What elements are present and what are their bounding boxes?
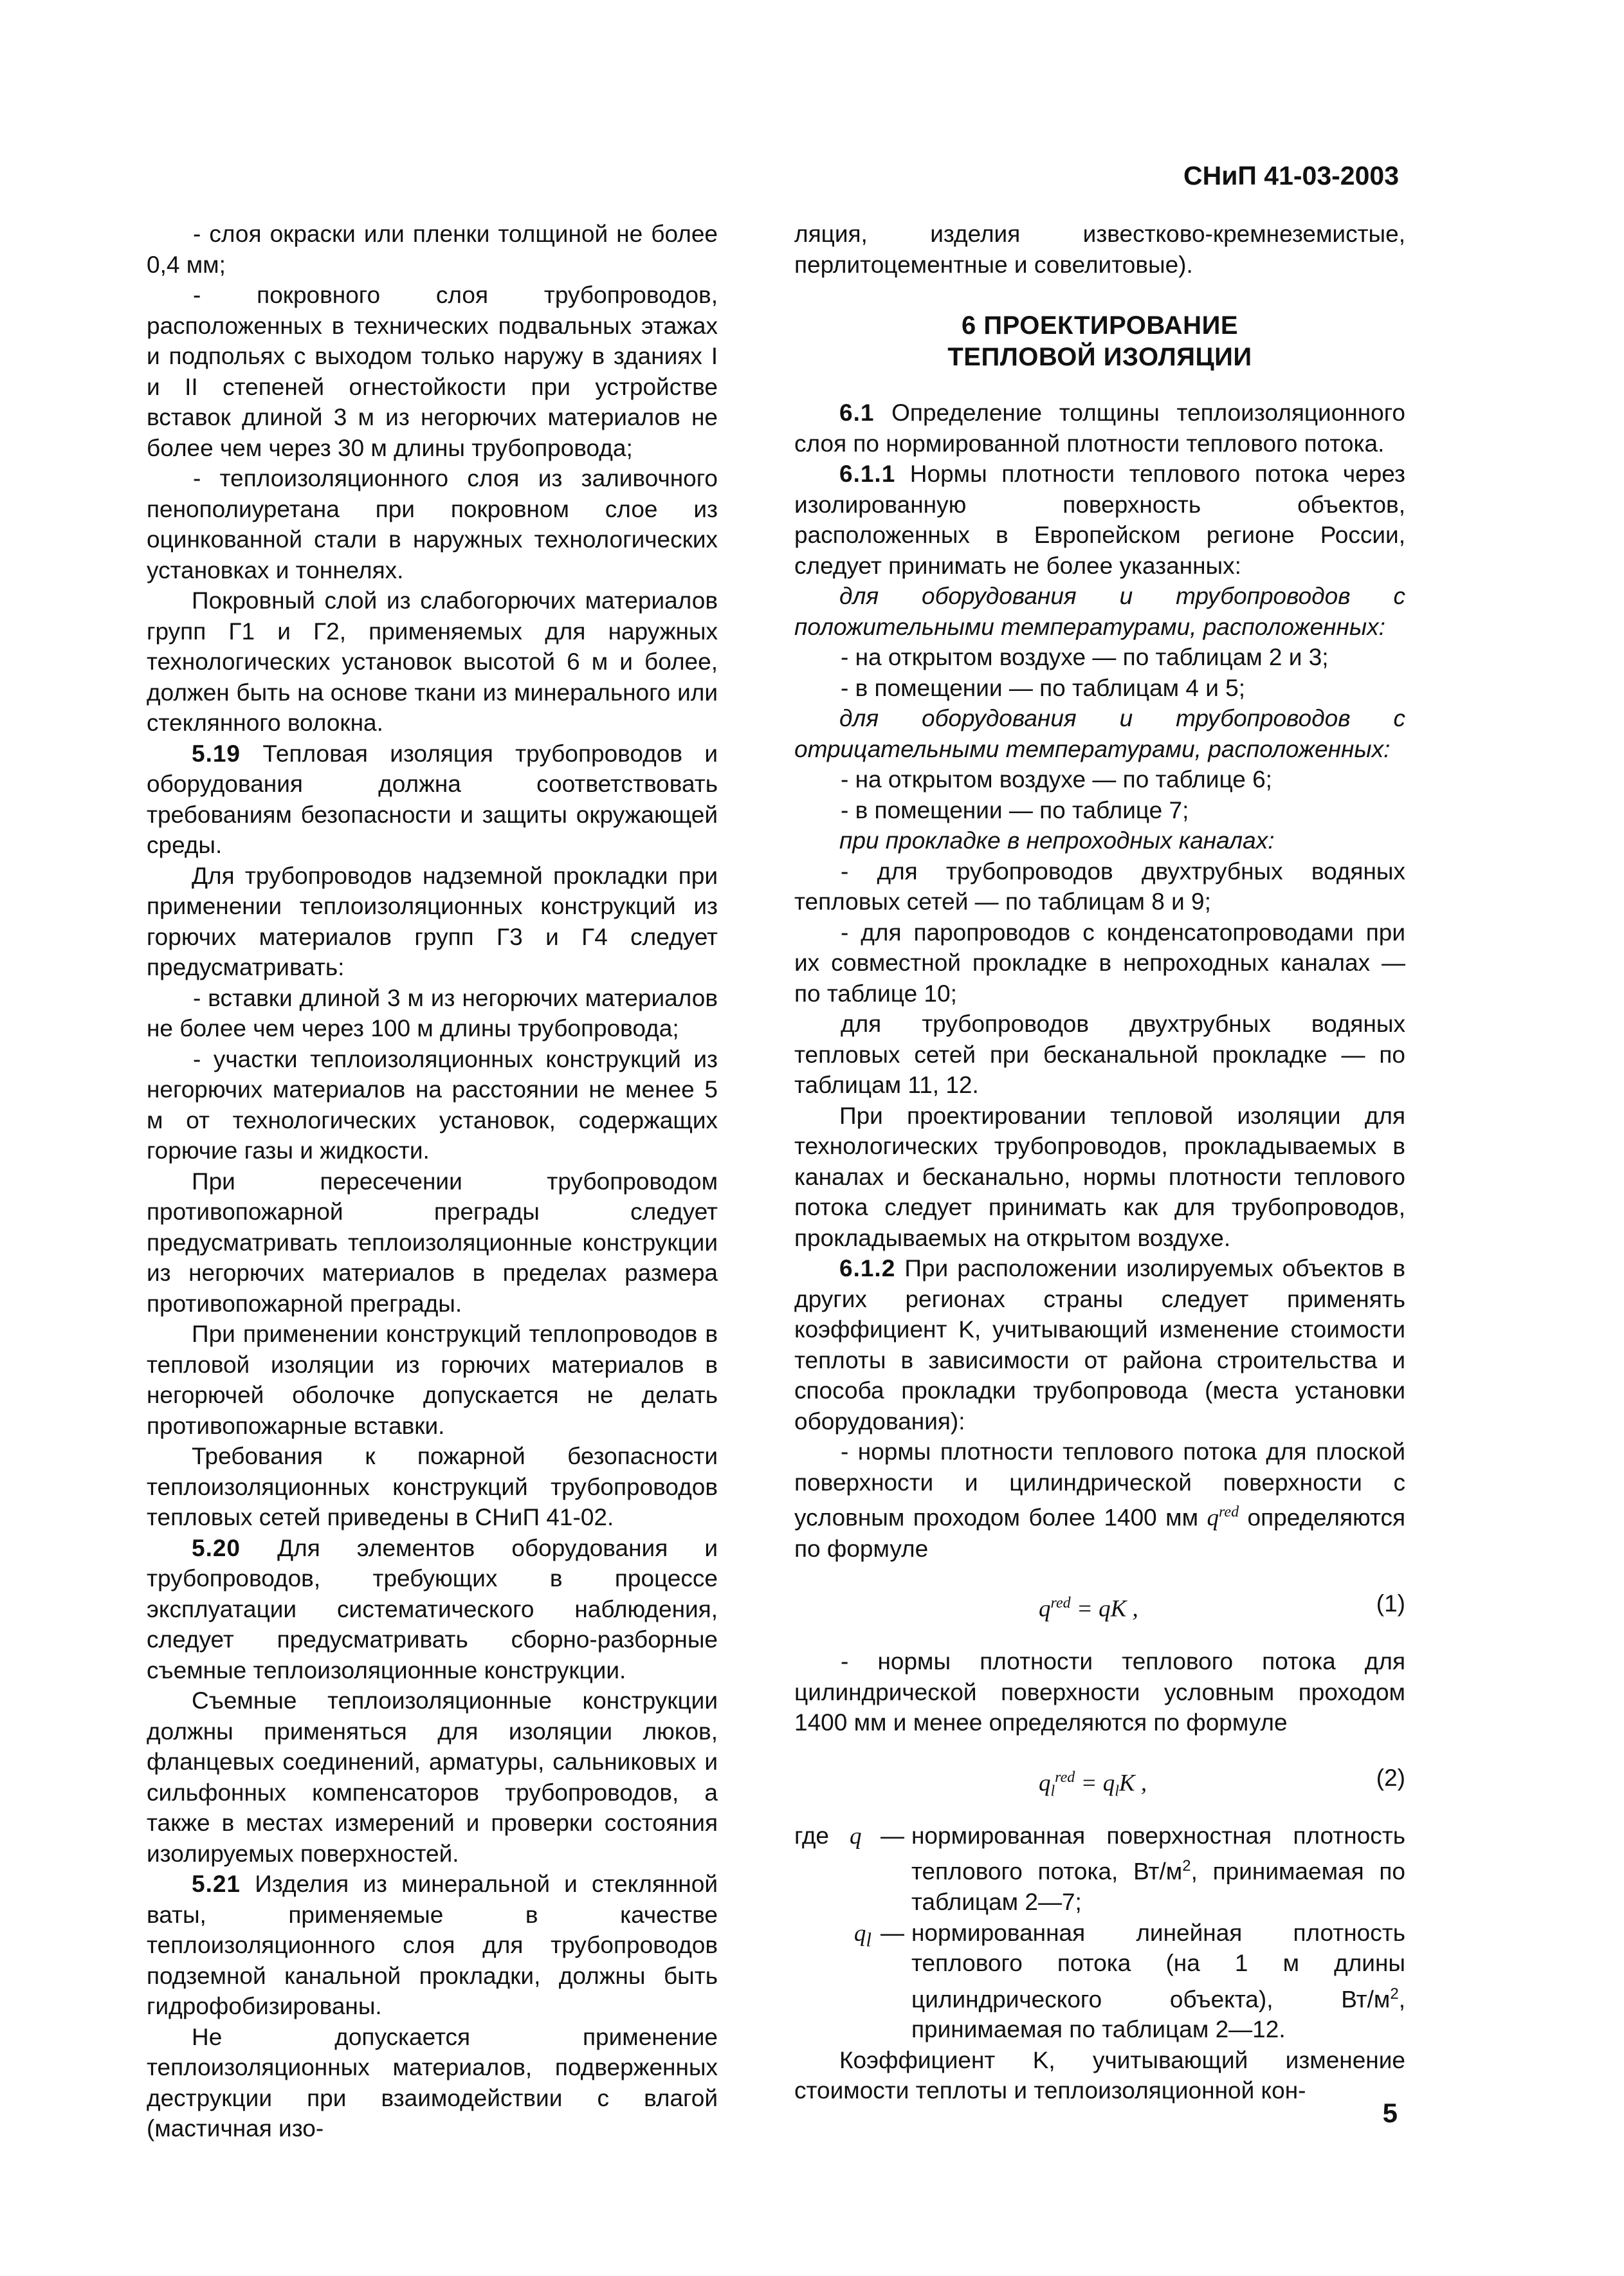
paragraph-5-21: 5.21 Изделия из минеральной и стеклянной ваты, применяемые в качестве теплоизоляционного слоя для трубопроводов подземной канальной прокладки, должны быть гидрофобизированы. [147,1871,718,2019]
definition-symbol: q [850,1822,862,1849]
paragraph-6-1-2: 6.1.2 При расположении изолируемых объектов в других регионах страны следует применять коэффициент K, учитывающий изменение стоимости теплоты в зависимости от района строительства и способа прокладки трубопровода (места установки оборудования): [794,1255,1405,1435]
page-number: 5 [1382,2098,1398,2128]
formula-1 [794,1588,1405,1620]
paragraph-5-19: 5.19 Тепловая изоляция трубопроводов и оборудования должна соответствовать требованиям безопасности и защиты окружающей среды. [147,740,718,858]
paragraph: При проектировании тепловой изоляции для технологических трубопроводов, прокладываемых в каналах и бесканально, нормы плотности теплового потока следует принимать как для трубопроводов, прокладываемых на открытом воздухе. [794,1102,1405,1251]
paragraph: Не допускается применение теплоизоляционных материалов, подверженных деструкции при взаимодействии с влагой (мастичная изо- [147,2023,718,2142]
list-item: - в помещении — по таблице 7; [841,796,1189,823]
definition-text: нормированная линейная плотность теплового потока (на 1 м длины цилиндрического объекта), $Вт/м^2$, принимаемая по таблицам 2—12. [911,1919,1405,2043]
document-code: СНиП 41-03-2003 [1183,161,1399,190]
definition-symbol: $q_l$ [853,1920,871,1951]
paragraph: При применении конструкций теплопроводов в тепловой изоляции из горючих материалов в негорючей оболочке допускается не делать противопожарные вставки. [147,1321,718,1439]
paragraph: - участки теплоизоляционных конструкций из негорючих материалов на расстоянии не менее 5 м от технологических установок, содержащих горючие газы и жидкости. [147,1045,718,1164]
formula-2-expression: $q_l^{red} = q_lK$ , [1039,1768,1147,1800]
list-item: - на открытом воздухе — по таблице 6; [841,766,1272,793]
right-column [794,219,1405,2106]
paragraph: Требования к пожарной безопасности теплоизоляционных конструкций трубопроводов тепловых сетей приведены в СНиП 41-02. [147,1443,718,1530]
paragraph: - покровного слоя трубопроводов, расположенных в технических подвальных этажах и подпольях с выходом только наружу в зданиях I и II степеней огнестойкости при устройстве вставок длиной 3 м из негорючих материалов не более чем через 30 м длины трубопровода; [147,282,718,461]
italic-subheading: для оборудования и трубопроводов с отрицательными температурами, расположенных: [794,705,1405,762]
paragraph: Съемные теплоизоляционные конструкции должны применяться для изоляции люков, фланцевых соединений, арматуры, сальниковых и сильфонных компенсаторов трубопроводов, а также в местах измерений и проверки состояния изолируемых поверхностей. [147,1687,718,1867]
italic-subheading: для оборудования и трубопроводов с положительными температурами, расположенных: [794,583,1405,640]
definition-ql: $q_l$ — нормированная линейная плотность теплового потока (на 1 м длины цилиндрического объекта), $Вт/м^2$, принимаемая по таблицам 2—12. [794,1918,1405,2045]
italic-subheading: при прокладке в непроходных каналах: [839,827,1275,854]
formula-1-intro: - нормы плотности теплового потока для плоской поверхности и цилиндрической поверхности с условным проходом более 1400 мм $q^{red}$ определяются по формуле [794,1438,1406,1562]
clause-number: 6.1 [839,399,875,426]
clause-number: 5.20 [192,1534,241,1561]
clause-number: 5.19 [192,740,241,767]
formula-1-number: (1) [1376,1590,1405,1617]
formula-2 [794,1763,1405,1800]
paragraph: Для трубопроводов надземной прокладки при применении теплоизоляционных конструкций из горючих материалов групп Г3 и Г4 следует предусматривать: [147,862,718,980]
paragraph: - слоя окраски или пленки толщиной не более 0,4 мм; [147,221,718,278]
paragraph: - теплоизоляционного слоя из заливочного пенополиуретана при покровном слое из оцинкованной стали в наружных технологических установках и тоннелях. [147,465,718,583]
paragraph: Коэффициент K, учитывающий изменение стоимости теплоты и теплоизоляционной кон- [794,2046,1405,2104]
clause-number: 5.21 [192,1871,241,1897]
clause-number: 6.1.1 [839,461,896,487]
list-item: - на открытом воздухе — по таблицам 2 и 3; [841,644,1329,670]
section-title: 6 ПРОЕКТИРОВАНИЕ ТЕПЛОВОЙ ИЗОЛЯЦИИ [947,311,1252,371]
formula-2-intro: - нормы плотности теплового потока для цилиндрической поверхности условным проходом 1400 мм и менее определяются по формуле [794,1648,1405,1736]
formula-2-number: (2) [1376,1764,1405,1791]
formula-1-expression: $q^{red}$ = qK , [1039,1595,1138,1622]
where-word: где [794,1822,830,1849]
paragraph: Покровный слой из слабогорючих материалов групп Г1 и Г2, применяемых для наружных технологических установок высотой 6 м и более, должен быть на основе ткани из минерального или стеклянного волокна. [147,587,718,736]
paragraph-6-1-1: 6.1.1 Нормы плотности теплового потока через изолированную поверхность объектов, расположенных в Европейском регионе России, следует принимать не более указанных: [794,461,1406,579]
definition-q: где q — нормированная поверхностная плотность теплового потока, $Вт/м^2$, принимаемая по таблицам 2—7; [794,1821,1405,1918]
q-red-symbol: $q^{red}$ [1207,1504,1239,1532]
definition-text: нормированная поверхностная плотность теплового потока, $Вт/м^2$, принимаемая по таблицам 2—7; [911,1822,1405,1916]
paragraph: При пересечении трубопроводом противопожарной преграды следует предусматривать теплоизоляционные конструкции из негорючих материалов в пределах размера противопожарной преграды. [147,1168,718,1317]
paragraph: - вставки длиной 3 м из негорючих материалов не более чем через 100 м длины трубопровода; [147,984,718,1042]
paragraph-6-1: 6.1 Определение толщины теплоизоляционного слоя по нормированной плотности теплового потока. [794,399,1406,457]
list-item: для трубопроводов двухтрубных водяных тепловых сетей при бесканальной прокладке — по таблицам 11, 12. [794,1011,1405,1098]
clause-number: 6.1.2 [839,1255,896,1281]
list-item: - для трубопроводов двухтрубных водяных тепловых сетей — по таблицам 8 и 9; [794,858,1405,915]
list-item: - для паропроводов с конденсатопроводами при их совместной прокладке в непроходных каналах — по таблице 10; [794,919,1405,1007]
list-item: - в помещении — по таблицам 4 и 5; [841,674,1246,701]
continued-paragraph: ляция, изделия известково-кремнеземистые, перлитоцементные и совелитовые). [794,221,1405,278]
left-column [147,219,718,2144]
paragraph-5-20: 5.20 Для элементов оборудования и трубопроводов, требующих в процессе эксплуатации систематического наблюдения, следует предусматривать сборно-разборные съемные теплоизоляционные конструкции. [147,1534,718,1684]
